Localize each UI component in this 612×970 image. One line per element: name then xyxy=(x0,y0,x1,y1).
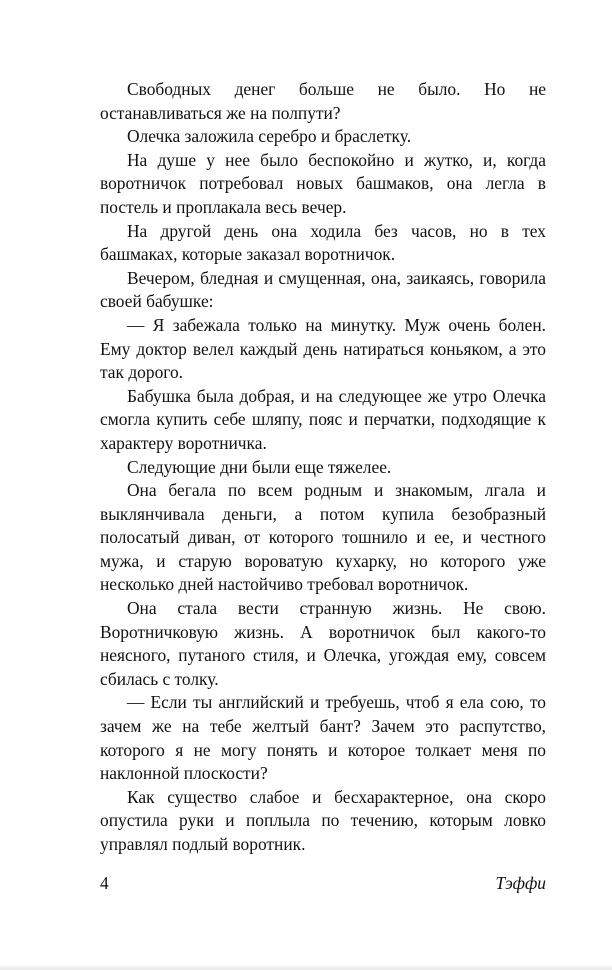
paragraph: На душе у нее было беспокойно и жутко, и, когда воротничок потребовал новых башмаков, она легла в постель и проплакала весь вечер. xyxy=(100,149,546,217)
paragraph: На другой день она ходила без часов, но в тех башмаках, которые заказал воротничок. xyxy=(100,220,546,265)
dialogue-paragraph: — Если ты английский и требуешь, чтоб я ела сою, то зачем же на тебе желтый бант? Зачем это распутство, которого я не могу понять и которое толкает меня по наклонной плоскости? xyxy=(100,692,546,784)
paragraph: Следующие дни были еще тяжелее. xyxy=(127,456,392,477)
running-title: Тэффи xyxy=(495,873,546,893)
page-number: 4 xyxy=(100,873,109,893)
paragraph: Бабушка была добрая, и на следующее же утро Олечка смогла купить себе шляпу, пояс и перчатки, подходящие к характеру воротничка. xyxy=(100,385,546,453)
paragraph: Вечером, бледная и смущенная, она, заикаясь, говорила своей бабушке: xyxy=(100,267,546,312)
page-footer xyxy=(100,873,546,899)
paragraph: Свободных денег больше не было. Но не останавливаться же на полпути? xyxy=(100,79,546,123)
paragraph: Как существо слабое и бесхарактерное, она скоро опустила руки и поплыла по течению, которым ловко управлял подлый воротник. xyxy=(100,786,546,854)
paragraph: Олечка заложила серебро и браслетку. xyxy=(127,126,412,147)
dialogue-paragraph: — Я забежала только на минутку. Муж очень болен. Ему доктор велел каждый день натираться коньяком, а это так дорого. xyxy=(100,314,546,383)
paragraph: Она бегала по всем родным и знакомым, лгала и выклянчивала деньги, а потом купила безобразный полосатый диван, от которого тошнило и ее, и честного мужа, и старую вороватую кухарку, но которого уже несколько дней настойчиво требовал воротничок. xyxy=(100,480,546,595)
paragraph: Она стала вести странную жизнь. Не свою. Воротничковую жизнь. А воротничок был какого-то неясного, путаного стиля, и Олечка, угождая ему, совсем сбилась с толку. xyxy=(100,598,546,689)
scan-edge-shadow xyxy=(0,964,612,970)
body-text xyxy=(100,78,546,857)
